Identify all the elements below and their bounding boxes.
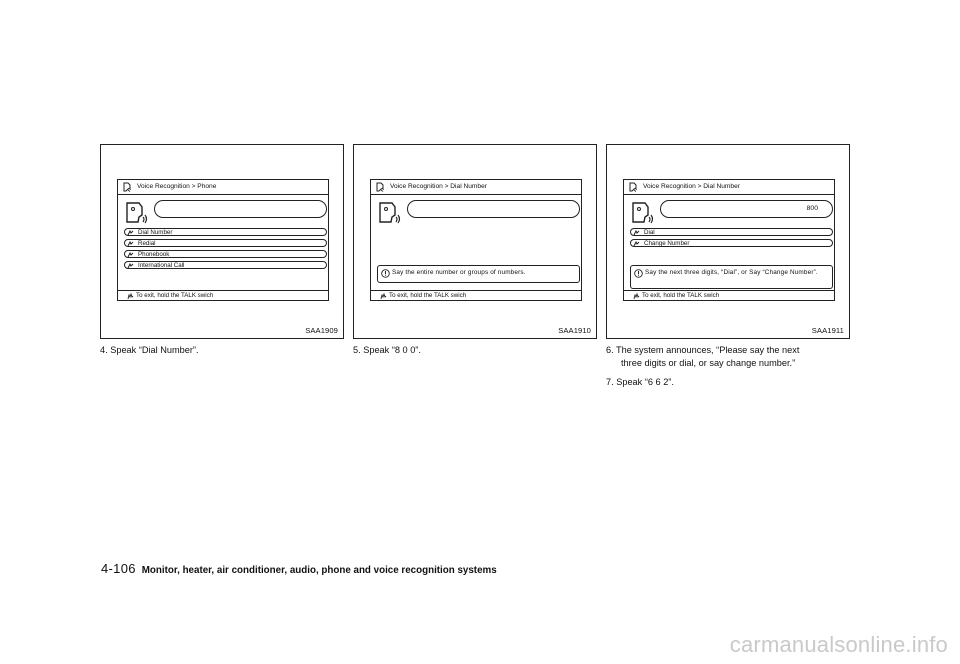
voice-recognition-icon [628, 182, 638, 192]
menu-item-label: Dial Number [138, 229, 173, 236]
microphone-head-icon [377, 200, 403, 226]
footer-text: To exit, hold the TALK swich [136, 292, 214, 299]
instruction-message [630, 265, 833, 289]
step-6-line-1: 6. The system announces, “Please say the next [606, 345, 800, 355]
message-text: Say the next three digits, “Dial”, or Say “Change Number”. [645, 269, 818, 276]
menu-item-label: Phonebook [138, 251, 170, 258]
screen-header [624, 180, 834, 195]
page-number: 4-106 [101, 561, 136, 576]
figure-code: SAA1909 [305, 326, 338, 335]
header-title: Voice Recognition > Phone [137, 183, 217, 190]
menu-item-icon [633, 241, 640, 247]
screen-figure-2 [353, 144, 597, 339]
recognition-input-field [407, 200, 580, 218]
talk-switch-icon [126, 292, 134, 300]
menu-item-label: Dial [644, 229, 655, 236]
menu-item-phonebook[interactable] [124, 250, 327, 258]
voice-recognition-icon [375, 182, 385, 192]
recognition-input-field: 800 [660, 200, 833, 218]
screen-header [371, 180, 581, 195]
header-title: Voice Recognition > Dial Number [390, 183, 487, 190]
menu-item-redial[interactable] [124, 239, 327, 247]
menu-item-icon [127, 263, 134, 269]
menu-item-dial[interactable] [630, 228, 833, 236]
menu-item-label: Redial [138, 240, 156, 247]
display-screen [117, 179, 329, 301]
section-title: Monitor, heater, air conditioner, audio, phone and voice recognition systems [141, 565, 497, 576]
instruction-message [377, 265, 580, 283]
microphone-head-icon [630, 200, 656, 226]
menu-item-icon [127, 252, 134, 258]
menu-item-icon [127, 241, 134, 247]
step-4: 4. Speak “Dial Number”. [100, 345, 199, 355]
step-7: 7. Speak “6 6 2”. [606, 377, 674, 387]
watermark: carmanualsonline.info [729, 632, 948, 657]
page-footer [101, 560, 497, 578]
header-title: Voice Recognition > Dial Number [643, 183, 740, 190]
talk-switch-icon [632, 292, 640, 300]
display-screen [623, 179, 835, 301]
menu-item-international-call[interactable] [124, 261, 327, 269]
screen-header [118, 180, 328, 195]
step-5: 5. Speak “8 0 0”. [353, 345, 421, 355]
message-text: Say the entire number or groups of numbers. [392, 269, 526, 276]
recognition-input-field [154, 200, 327, 218]
footer-text: To exit, hold the TALK swich [642, 292, 720, 299]
screen-figure-1 [100, 144, 344, 339]
screen-footer [624, 290, 834, 300]
figure-code: SAA1911 [811, 326, 844, 335]
menu-item-dial-number[interactable] [124, 228, 327, 236]
display-screen [370, 179, 582, 301]
menu-item-label: International Call [138, 262, 185, 269]
info-icon [634, 269, 643, 278]
figure-code: SAA1910 [558, 326, 591, 335]
menu-item-label: Change Number [644, 240, 690, 247]
microphone-head-icon [124, 200, 150, 226]
talk-switch-icon [379, 292, 387, 300]
screen-footer [118, 290, 328, 300]
step-6-line-2: three digits or dial, or say change number.” [621, 358, 796, 368]
menu-item-icon [127, 230, 134, 236]
menu-item-change-number[interactable] [630, 239, 833, 247]
footer-text: To exit, hold the TALK swich [389, 292, 467, 299]
voice-recognition-icon [122, 182, 132, 192]
menu-item-icon [633, 230, 640, 236]
screen-figure-3 [606, 144, 850, 339]
screen-footer [371, 290, 581, 300]
info-icon [381, 269, 390, 278]
